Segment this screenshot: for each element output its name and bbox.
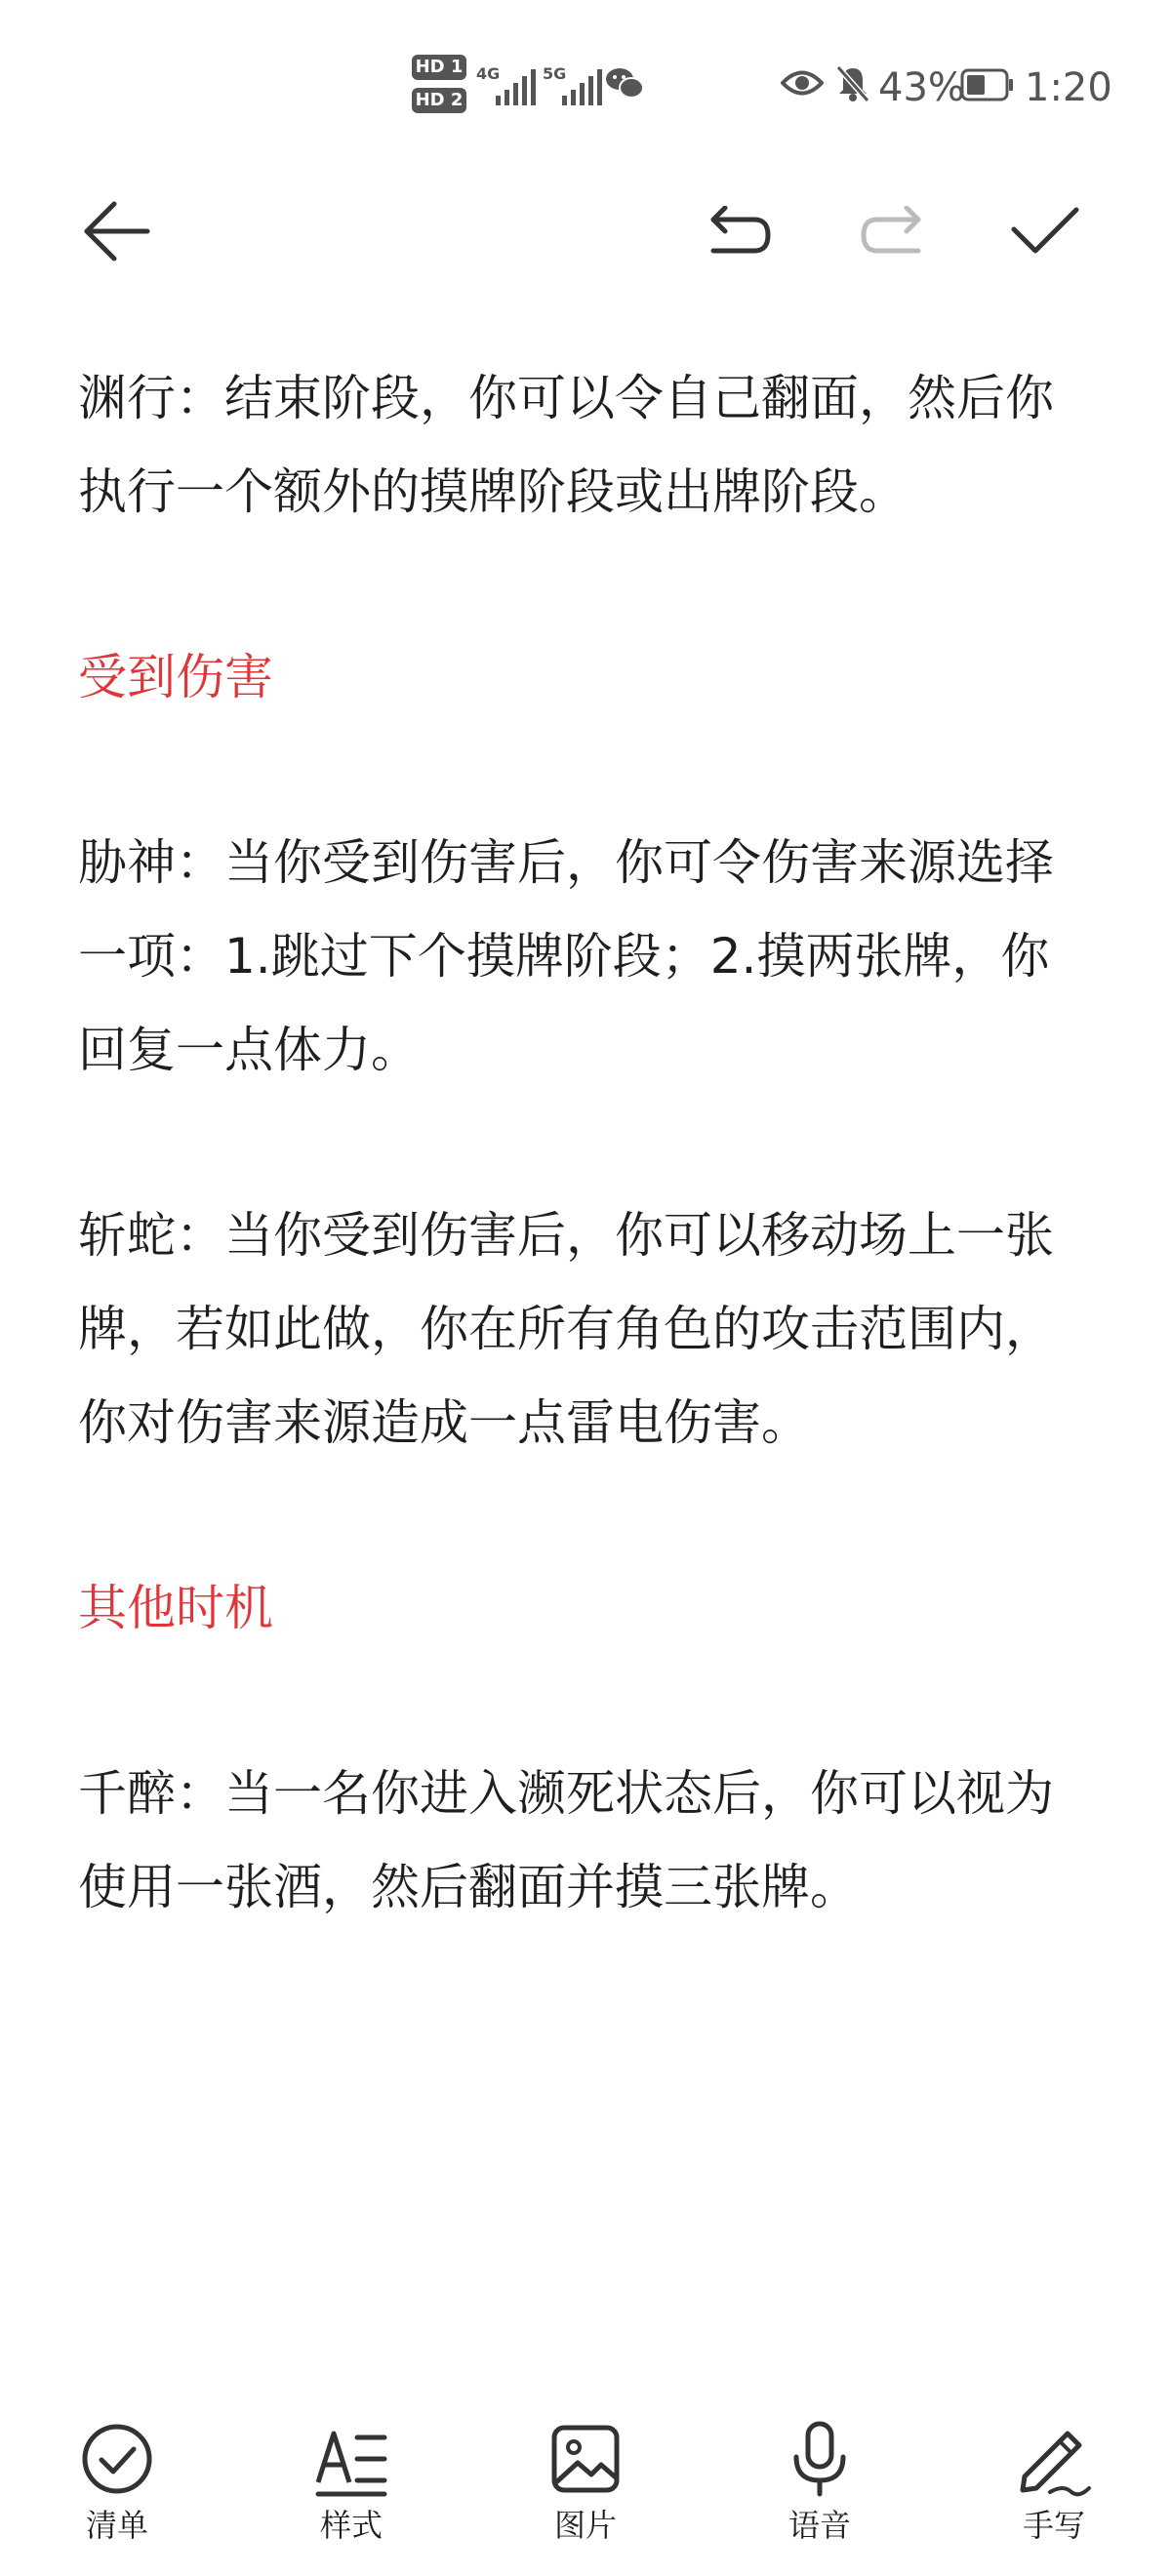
checkmark-icon	[1010, 204, 1080, 259]
status-bar	[0, 0, 1171, 166]
hd-indicators	[412, 55, 470, 119]
hd1-badge: HD 1	[412, 55, 466, 80]
redo-button[interactable]	[849, 187, 937, 275]
battery-icon	[960, 68, 1015, 101]
text-style-icon	[312, 2420, 390, 2498]
clock: 1:20	[1025, 65, 1112, 110]
image-icon	[546, 2420, 625, 2498]
handwriting-button[interactable]	[976, 2381, 1132, 2556]
checklist-button[interactable]	[39, 2381, 195, 2556]
network-type-5g: 5G	[543, 64, 567, 83]
done-button[interactable]	[1001, 187, 1089, 275]
eye-icon	[781, 68, 824, 98]
note-body[interactable]	[78, 351, 1093, 2026]
voice-label: 语音	[787, 2507, 851, 2544]
checklist-label: 清单	[85, 2507, 148, 2544]
image-button[interactable]	[507, 2381, 664, 2556]
voice-button[interactable]	[742, 2381, 898, 2556]
pen-icon	[1015, 2420, 1093, 2498]
checklist-icon	[78, 2420, 156, 2498]
bell-muted-icon	[835, 64, 870, 103]
wechat-icon	[605, 64, 644, 103]
back-arrow-icon	[81, 200, 151, 262]
note-heading[interactable]: 受到伤害	[78, 649, 273, 705]
note-paragraph[interactable]: 渊行：结束阶段，你可以令自己翻面，然后你执行一个额外的摸牌阶段或出牌阶段。	[78, 370, 1054, 520]
note-paragraph[interactable]: 斩蛇：当你受到伤害后，你可以移动场上一张牌，若如此做，你在所有角色的攻击范围内，你对伤害来源造成一点雷电伤害。	[78, 1207, 1054, 1451]
note-heading[interactable]: 其他时机	[78, 1580, 273, 1636]
bottom-toolbar	[0, 2381, 1171, 2576]
note-paragraph[interactable]: 千醉：当一名你进入濒死状态后，你可以视为使用一张酒，然后翻面并摸三张牌。	[78, 1765, 1054, 1915]
undo-button[interactable]	[695, 187, 783, 275]
microphone-icon	[781, 2420, 859, 2498]
network-type-4g: 4G	[476, 64, 501, 83]
battery-percentage: 43%	[878, 65, 965, 110]
undo-icon	[704, 206, 774, 257]
style-button[interactable]	[273, 2381, 429, 2556]
handwriting-label: 手写	[1022, 2507, 1085, 2544]
editor-toolbar	[0, 166, 1171, 302]
back-button[interactable]	[72, 187, 160, 275]
style-label: 样式	[319, 2507, 383, 2544]
note-paragraph[interactable]: 胁神：当你受到伤害后，你可令伤害来源选择一项：1.跳过下个摸牌阶段；2.摸两张牌，你回复一点体力。	[78, 834, 1054, 1078]
hd2-badge: HD 2	[412, 88, 466, 113]
image-label: 图片	[553, 2507, 617, 2544]
redo-icon	[858, 206, 928, 257]
